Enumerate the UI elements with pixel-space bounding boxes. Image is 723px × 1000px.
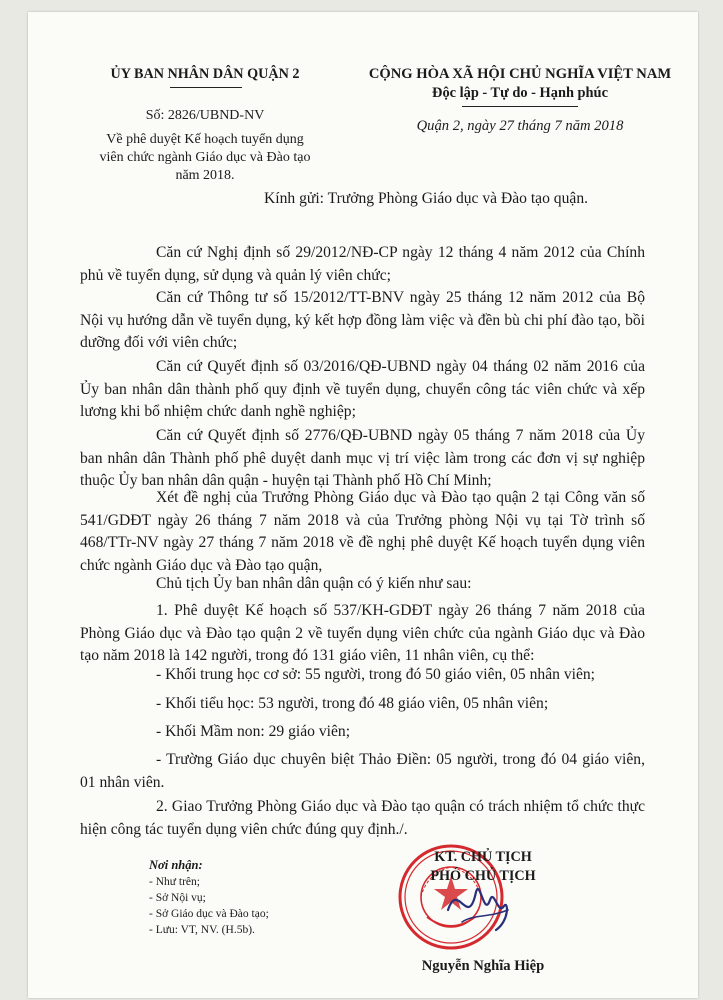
national-motto: Độc lập - Tự do - Hạnh phúc [432, 85, 608, 101]
handwritten-signature-icon [438, 870, 518, 940]
approval-item-1: 1. Phê duyệt Kế hoạch số 537/KH-GDĐT ngày 26 tháng 7 năm 2018 của Phòng Giáo dục và Đào tạo quận 2 về tuyển dụng viên chức của ngành Giáo dục và Đào tạo năm 2018 là 142 người, trong đó 131 giáo viên, 11 nhân viên, cụ thể: [80, 602, 645, 664]
signer-name: Nguyễn Nghĩa Hiệp [421, 958, 545, 974]
document-number: Số: 2826/UBND-NV [145, 108, 265, 123]
recipient-item: - Như trên; [149, 876, 200, 888]
quota-primary: - Khối tiểu học: 53 người, trong đó 48 giáo viên, 05 nhân viên; [156, 695, 549, 712]
recipient-item: - Sở Nội vụ; [149, 892, 206, 904]
subject-line: viên chức ngành Giáo dục và Đào tạo [99, 150, 311, 165]
legal-basis-paragraph: Căn cứ Thông tư số 15/2012/TT-BNV ngày 25 tháng 12 năm 2012 của Bộ Nội vụ hướng dẫn về tuyển dụng, ký kết hợp đồng làm việc và đền bù chi phí đào tạo, bồi dưỡng đối với viên chức; [80, 289, 645, 351]
legal-basis-paragraph: Căn cứ Quyết định số 2776/QĐ-UBND ngày 05 tháng 7 năm 2018 của Ủy ban nhân dân Thành phố phê duyệt danh mục vị trí việc làm trong các đơn vị sự nghiệp thuộc Ủy ban nhân dân quận - huyện tại Thành phố Hồ Chí Minh; [80, 427, 645, 489]
subject-line: Về phê duyệt Kế hoạch tuyển dụng [106, 132, 304, 147]
agency-underline [170, 87, 242, 88]
subject-line: năm 2018. [175, 168, 235, 183]
recipient-item: - Lưu: VT, NV. (H.5b). [149, 924, 255, 936]
quota-special-school: - Trường Giáo dục chuyên biệt Thảo Điền: 05 người, trong đó 04 giáo viên, 01 nhân viên. [80, 751, 645, 791]
issuing-agency: ỦY BAN NHÂN DÂN QUẬN 2 [110, 66, 300, 82]
proposal-paragraph: Xét đề nghị của Trưởng Phòng Giáo dục và Đào tạo quận 2 tại Công văn số 541/GDĐT ngày 26 tháng 7 năm 2018 và của Trưởng phòng Nội vụ tại Tờ trình số 468/TTr-NV ngày 27 tháng 7 năm 2018 về đề nghị phê duyệt Kế hoạch tuyển dụng viên chức ngành Giáo dục và Đào tạo quận, [80, 489, 645, 574]
document-subject [85, 131, 325, 185]
signer-title: KT. CHỦ TỊCH [434, 849, 532, 865]
quota-preschool: - Khối Mầm non: 29 giáo viên; [156, 723, 351, 740]
quota-secondary: - Khối trung học cơ sở: 55 người, trong đó 50 giáo viên, 05 nhân viên; [156, 666, 596, 683]
legal-basis-paragraph: Căn cứ Quyết định số 03/2016/QĐ-UBND ngày 04 tháng 02 năm 2016 của Ủy ban nhân dân thành phố quy định về tuyển dụng, chuyển công tác viên chức và xếp lương khi bổ nhiệm chức danh nghề nghiệp; [80, 358, 645, 420]
assignment-item-2: 2. Giao Trưởng Phòng Giáo dục và Đào tạo quận có trách nhiệm tổ chức thực hiện công tác tuyển dụng viên chức đúng quy định./. [80, 798, 645, 838]
motto-underline [462, 106, 578, 107]
recipients-heading: Nơi nhận: [149, 858, 203, 872]
signer-subtitle: PHÓ CHỦ TỊCH [430, 868, 536, 884]
national-title: CỘNG HÒA XÃ HỘI CHỦ NGHĨA VIỆT NAM [368, 66, 672, 82]
recipients-block [149, 856, 269, 938]
place-and-date: Quận 2, ngày 27 tháng 7 năm 2018 [416, 118, 624, 134]
addressee: Kính gửi: Trưởng Phòng Giáo dục và Đào tạo quận. [264, 190, 589, 207]
legal-basis-paragraph: Căn cứ Nghị định số 29/2012/NĐ-CP ngày 12 tháng 4 năm 2012 của Chính phủ về tuyển dụng, sử dụng và quản lý viên chức; [80, 244, 645, 284]
recipient-item: - Sở Giáo dục và Đào tạo; [149, 908, 269, 920]
chairman-opinion: Chủ tịch Ủy ban nhân dân quận có ý kiến như sau: [156, 575, 472, 592]
